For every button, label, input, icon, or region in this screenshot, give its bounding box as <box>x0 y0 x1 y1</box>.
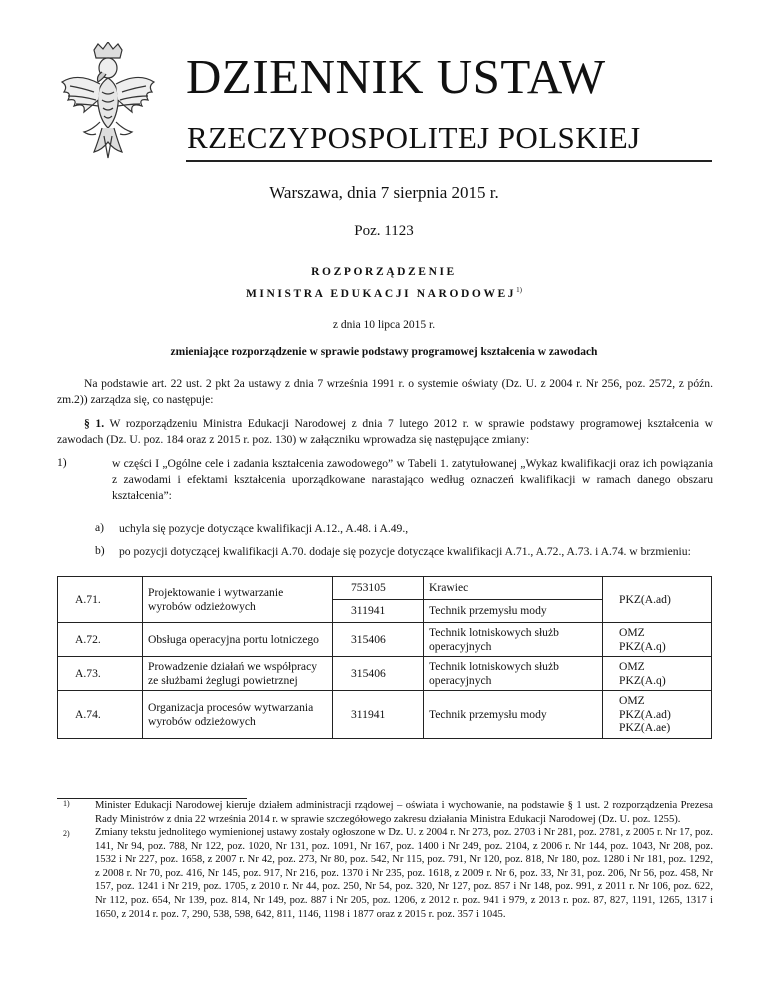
item-1-number: 1) <box>57 456 67 469</box>
legal-basis-paragraph: Na podstawie art. 22 ust. 2 pkt 2a ustawy z dnia 7 września 1991 r. o systemie oświaty (Dz. U. z 2004 r. Nr 256, poz. 2572, z późn. zm.2)) zarządza się, co następuje: <box>57 377 713 406</box>
footnote-1-text: Minister Edukacji Narodowej kieruje działem administracji rządowej – oświata i wychowanie, na podstawie § 1 ust. 2 rozporządzenia Prezesa Rady Ministrów z dnia 22 września 2014 r. w sprawie szczegółowego zakresu działania Ministra Edukacji Narodowej (Dz. U. poz. 1255). <box>95 800 713 825</box>
eagle-emblem-icon <box>58 42 158 162</box>
occupation-name: Technik przemysłu mody <box>424 600 603 623</box>
occupation-code: 311941 <box>333 600 424 623</box>
pkz-code: OMZ <box>619 660 645 673</box>
pkz-codes <box>603 691 712 739</box>
act-authority-text: MINISTRA EDUKACJI NARODOWEJ <box>245 287 517 300</box>
table-row <box>58 577 712 600</box>
qualification-name: Prowadzenie działań we współpracy ze służbami żeglugi powietrznej <box>143 657 333 691</box>
pkz-codes: PKZ(A.ad) <box>603 577 712 623</box>
act-subject: zmieniające rozporządzenie w sprawie podstawy programowej kształcenia w zawodach <box>170 346 598 358</box>
footnote-ref-1: 1) <box>516 286 523 294</box>
pkz-codes <box>603 623 712 657</box>
header-divider <box>186 160 712 162</box>
act-authority <box>0 286 768 300</box>
item-b-letter: b) <box>95 544 105 557</box>
pkz-code: OMZ <box>619 626 645 639</box>
qualification-name: Projektowanie i wytwarzanie wyrobów odzieżowych <box>143 577 333 623</box>
journal-title: DZIENNIK USTAW <box>186 49 606 104</box>
occupation-name: Technik lotniskowych służb operacyjnych <box>424 623 603 657</box>
footnote-2-number: 2) <box>63 829 70 838</box>
footnote-1-number: 1) <box>63 799 70 808</box>
occupation-name: Technik lotniskowych służb operacyjnych <box>424 657 603 691</box>
qualification-code: A.74. <box>58 691 143 739</box>
section-mark: § 1. <box>84 417 105 430</box>
pkz-code: PKZ(A.ad) <box>619 707 671 721</box>
journal-subtitle: RZECZYPOSPOLITEJ POLSKIEJ <box>187 120 641 155</box>
act-date: z dnia 10 lipca 2015 r. <box>332 319 436 331</box>
pkz-code: PKZ(A.ae) <box>619 721 671 735</box>
qualification-code: A.72. <box>58 623 143 657</box>
table-row <box>58 691 712 739</box>
occupation-name: Technik przemysłu mody <box>424 691 603 739</box>
occupation-code: 311941 <box>333 691 424 739</box>
item-a-text: uchyla się pozycje dotyczące kwalifikacji A.12., A.48. i A.49., <box>119 522 409 535</box>
pkz-code: OMZ <box>619 694 645 708</box>
pkz-codes <box>603 657 712 691</box>
item-a-letter: a) <box>95 521 105 534</box>
qualification-name: Organizacja procesów wytwarzania wyrobów odzieżowych <box>143 691 333 739</box>
footnote-2-text: Zmiany tekstu jednolitego wymienionej ustawy zostały ogłoszone w Dz. U. z 2004 r. Nr 273, poz. 2703 i Nr 281, poz. 2781, z 2005 r. Nr 17, poz. 141, Nr 94, poz. 788, Nr 122, poz. 1020, Nr 131, poz. 1091, Nr 167, poz. 1400 i Nr 249, poz. 2104, z 2006 r. Nr 144, poz. 1043, Nr 208, poz. 1532 i Nr 227, poz. 1658, z 2007 r. Nr 42, poz. 273, Nr 80, poz. 542, Nr 115, poz. 791, Nr 120, poz. 818, Nr 180, poz. 1280 i Nr 181, poz. 1292, z 2008 r. Nr 70, poz. 416, Nr 145, poz. 917, Nr 216, poz. 1370 i Nr 235, poz. 1618, z 2009 r. Nr 6, poz. 33, Nr 31, poz. 206, Nr 56, poz. 458, Nr 157, poz. 1241 i Nr 219, poz. 1705, z 2010 r. Nr 44, poz. 250, Nr 54, poz. 320, Nr 127, poz. 857 i Nr 148, poz. 991, z 2011 r. Nr 106, poz. 622, Nr 112, poz. 654, Nr 139, poz. 814, Nr 149, poz. 887 i Nr 205, poz. 1206, z 2012 r. poz. 941 i 979, z 2013 r. poz. 87, 827, 1191, 1265, 1317 i 1650, z 2014 r. poz. 7, 290, 538, 598, 642, 811, 1146, 1198 i 1877 oraz z 2015 r. poz. 357 i 1045. <box>95 827 713 920</box>
table-row <box>58 623 712 657</box>
qualification-code: A.73. <box>58 657 143 691</box>
qualification-name: Obsługa operacyjna portu lotniczego <box>143 623 333 657</box>
occupation-code: 315406 <box>333 623 424 657</box>
table-row <box>58 657 712 691</box>
section-1-text: W rozporządzeniu Ministra Edukacji Narodowej z dnia 7 lutego 2012 r. w sprawie podstawy programowej kształcenia w zawodach (Dz. U. poz. 184 oraz z 2015 r. poz. 130) w załączniku wprowadza się następujące zmiany: <box>57 417 713 446</box>
qualifications-table <box>57 576 712 739</box>
occupation-code: 315406 <box>333 657 424 691</box>
position-number: Poz. 1123 <box>354 223 414 239</box>
section-1-paragraph <box>57 416 713 448</box>
publication-date: Warszawa, dnia 7 sierpnia 2015 r. <box>269 183 499 202</box>
act-type: ROZPORZĄDZENIE <box>311 266 457 278</box>
pkz-code: PKZ(A.q) <box>619 673 666 687</box>
item-1-text: w części I „Ogólne cele i zadania kształcenia zawodowego” w Tabeli 1. zatytułowanej „Wykaz kwalifikacji oraz ich powiązania z zawodami i efektami kształcenia uporządkowane narastająco według oznaczeń kwalifikacji w ramach danego obszaru kształcenia”: <box>112 457 713 502</box>
item-b-text: po pozycji dotyczącej kwalifikacji A.70. dodaje się pozycje dotyczące kwalifikacji A.71., A.72., A.73. i A.74. w brzmieniu: <box>119 545 691 558</box>
occupation-code: 753105 <box>333 577 424 600</box>
qualification-code: A.71. <box>58 577 143 623</box>
pkz-code: PKZ(A.q) <box>619 639 666 653</box>
occupation-name: Krawiec <box>424 577 603 600</box>
